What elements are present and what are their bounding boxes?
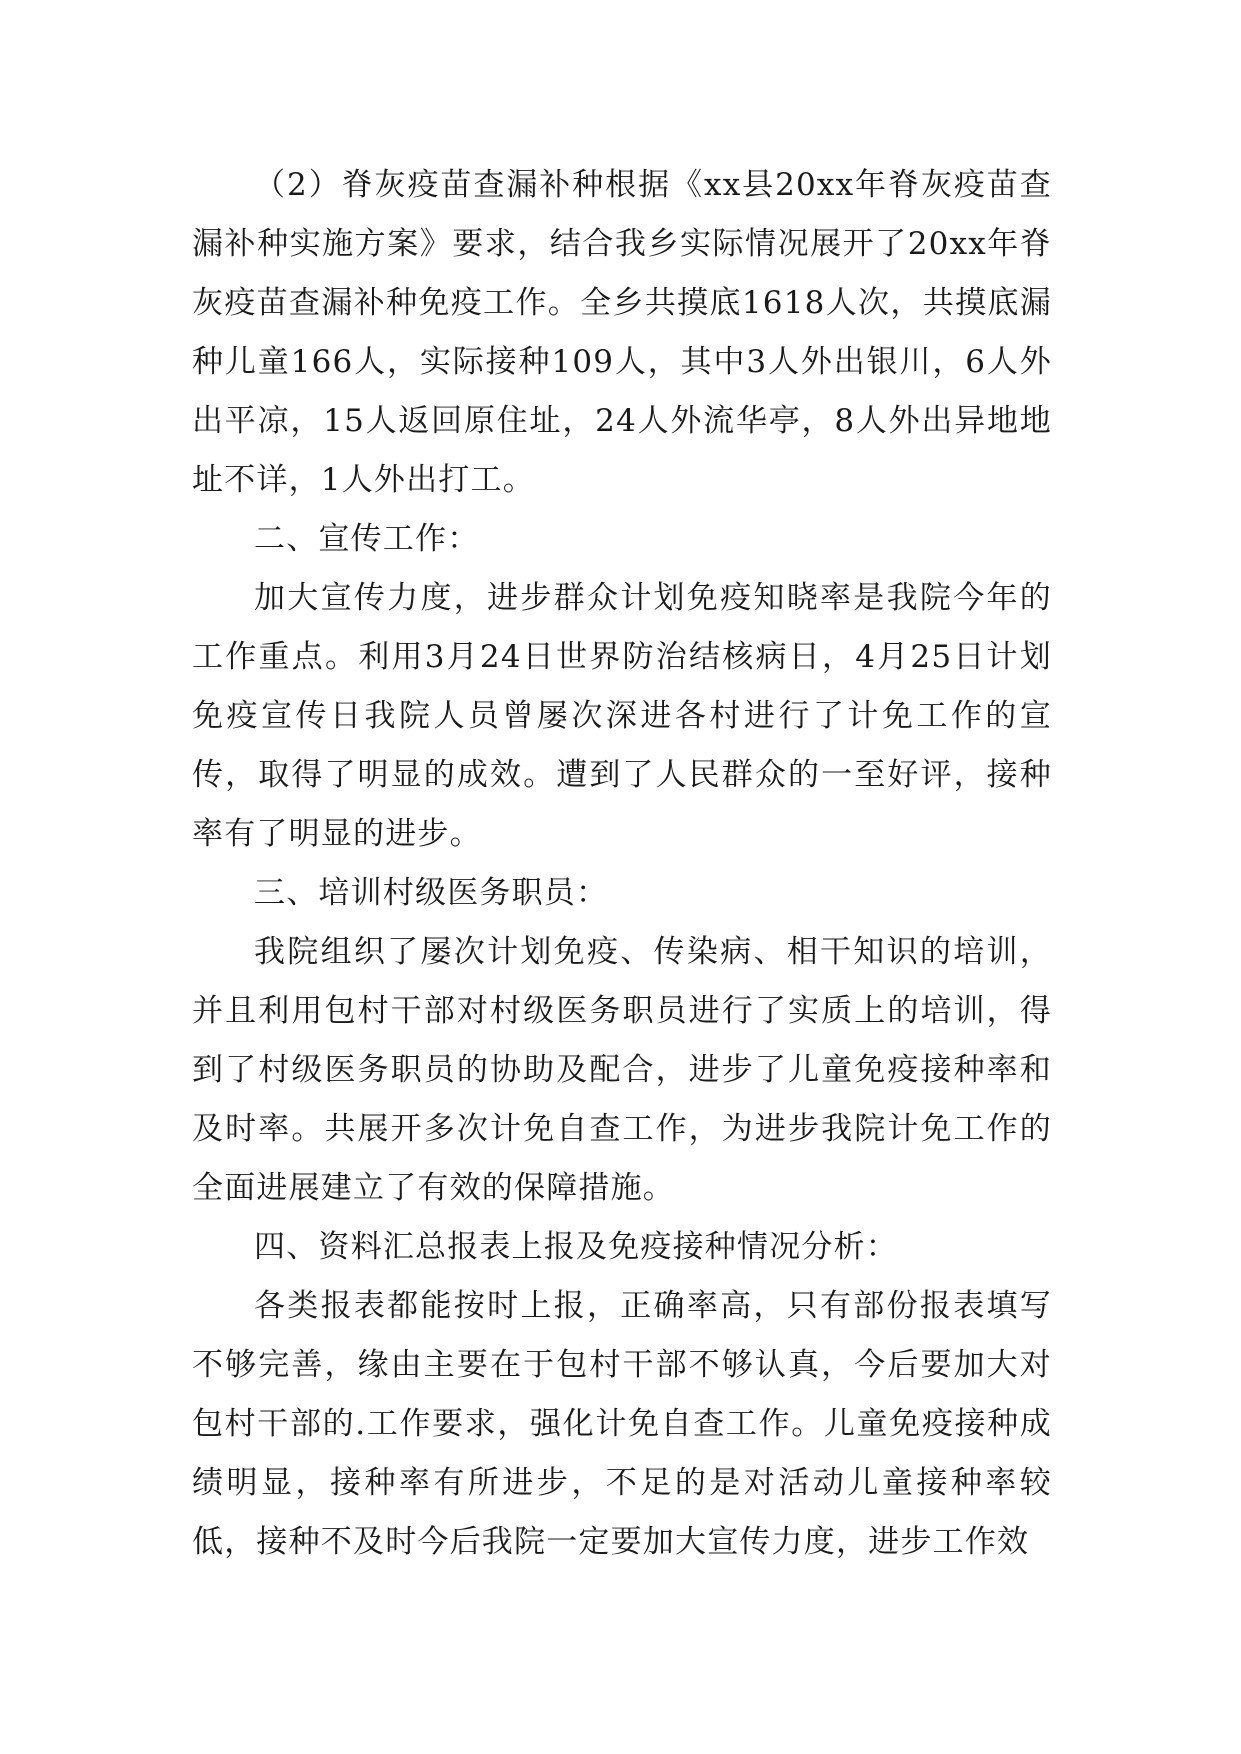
- paragraph-polio-supplementary: （2）脊灰疫苗查漏补种根据《xx县20xx年脊灰疫苗查漏补种实施方案》要求，结合我乡实际情况展开了20xx年脊灰疫苗查漏补种免疫工作。全乡共摸底1618人次，共摸底漏种儿童166人，实际接种109人，其中3人外出银川，6人外出平凉，15人返回原住址，24人外流华亭，8人外出异地地址不详，1人外出打工。: [192, 167, 1052, 498]
- paragraph-reports: 各类报表都能按时上报，正确率高，只有部份报表填写不够完善，缘由主要在于包村干部不够认真，今后要加大对包村干部的.工作要求，强化计免自查工作。儿童免疫接种成绩明显，接种率有所进步，不足的是对活动儿童接种率较低，接种不及时今后我院一定要加大宣传力度，进步工作效: [192, 1288, 1052, 1560]
- paragraph-training: 我院组织了屡次计划免疫、传染病、相干知识的培训，并且利用包村干部对村级医务职员进行了实质上的培训，得到了村级医务职员的协助及配合，进步了儿童免疫接种率和及时率。共展开多次计免自查工作，为进步我院计免工作的全面进展建立了有效的保障措施。: [192, 934, 1052, 1206]
- paragraph-publicity: 加大宣传力度，进步群众计划免疫知晓率是我院今年的工作重点。利用3月24日世界防治结核病日，4月25日计划免疫宣传日我院人员曾屡次深进各村进行了计免工作的宣传，取得了明显的成效。遭到了人民群众的一至好评，接种率有了明显的进步。: [192, 580, 1052, 852]
- document-body: [192, 156, 1052, 1572]
- section-heading-publicity: 二、宣传工作：: [254, 521, 480, 557]
- section-heading-reports: 四、资料汇总报表上报及免疫接种情况分析：: [254, 1229, 898, 1265]
- section-heading-training: 三、培训村级医务职员：: [254, 875, 609, 911]
